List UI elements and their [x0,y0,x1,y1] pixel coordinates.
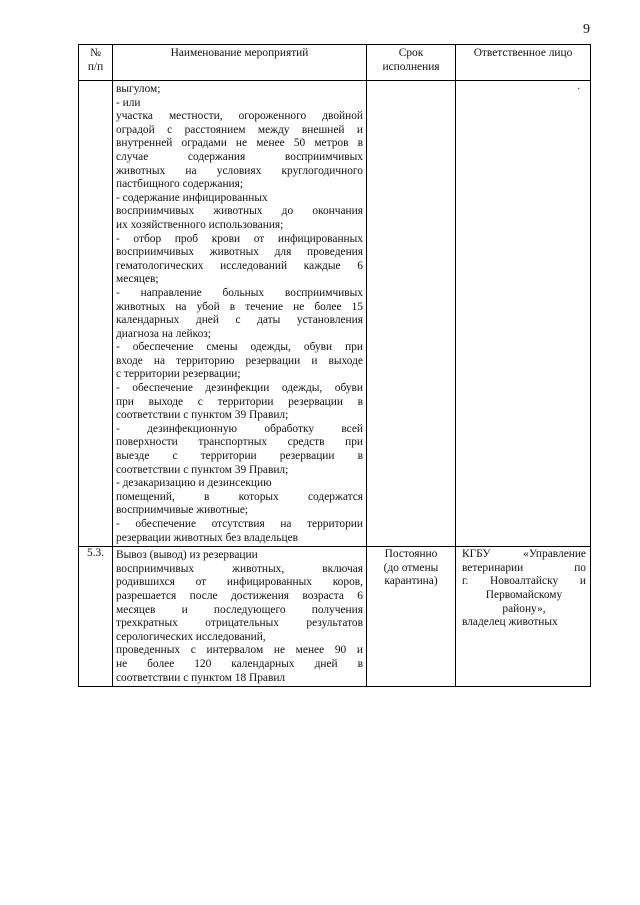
header-num [79,45,113,81]
measures-table [78,44,591,687]
responsible-line: ветеринарии по [462,561,586,574]
description-line: - отбор проб крови от инфицированных [116,232,363,245]
header-responsible [456,45,591,81]
description-line: при выходе с территории резервации в [116,395,363,408]
description-line: - дезакаризацию и дезинсекцию [116,477,272,490]
description-line: соответствии с пунктом 39 Правил; [116,463,289,476]
description-line: восприимчивых животных, включая [116,562,363,575]
description-line: животных на условиях круглогодичного [116,164,363,177]
description-line: - или [116,96,141,109]
description-line: животных на убой в течение не более 15 [116,300,363,313]
responsible-line: Первомайскому [485,588,563,601]
measure-description [113,547,367,687]
description-line: - обеспечение дезинфекции одежды, обуви [116,382,363,395]
table-header-row [79,45,591,81]
responsible-line: владелец животных [462,616,558,629]
measure-term [367,547,456,687]
header-num-line: п/п [87,60,104,73]
description-line: трехкратных отрицательных результатов [116,617,363,630]
description-line: с территории резервации; [116,368,241,381]
header-name-line: Наименование мероприятий [170,47,309,59]
description-line: помещений, в которых содержатся [116,490,363,503]
header-term-line: Срок [398,47,424,59]
responsible-line: КГБУ «Управление [462,548,586,561]
term-line: Постоянно [384,548,438,561]
header-responsible-line: Ответственное лицо [473,47,573,59]
description-line: внутренней оградами не менее 50 метров в [116,137,363,150]
measure-responsible [456,81,591,547]
description-line: - дезинфекционную обработку всей [116,422,363,435]
description-line: оградой с расстоянием между внешней и [116,123,363,136]
description-line: резервации животных без владельцев [116,531,299,544]
description-line: - содержание инфицированных [116,191,268,204]
table-row [79,547,591,687]
header-term-line: исполнения [382,60,440,73]
description-line: проведенных с интервалом не менее 90 и [116,644,363,657]
description-line: родившихся от инфицированных коров, [116,576,363,589]
description-line: выгулом; [116,83,161,95]
table-row [79,81,591,547]
description-line: поверхности транспортных средств при [116,436,363,449]
description-line: месяцев и последующего получения [116,603,363,616]
description-line: случае содержания восприимчивых [116,150,363,163]
description-line: серологических исследований, [116,630,266,643]
stray-mark: . [577,81,580,92]
description-line: календарных дней с даты установления [116,314,363,327]
description-line: не более 120 календарных дней в [116,657,363,670]
header-num-line: № [90,47,101,59]
measure-responsible [456,547,591,687]
header-term [367,45,456,81]
description-line: соответствии с пунктом 39 Правил; [116,409,289,422]
description-line: восприимчивых животных для проведения [116,246,363,259]
page-number: 9 [583,22,590,37]
measure-term [367,81,456,547]
term-line: (до отмены [383,561,439,574]
description-line: входе на территорию резервации и выходе [116,354,363,367]
term-line: карантина) [384,575,438,588]
header-name [113,45,367,81]
description-line: Вывоз (вывод) из резервации [116,549,258,562]
row-number [79,81,113,547]
description-line: - направление больных восприимчивых [116,286,363,299]
description-line: участка местности, огороженного двойной [116,110,363,123]
responsible-line: г. Новоалтайску и [462,575,586,588]
description-line: восприимчивых животных до окончания [116,205,363,218]
description-line: соответствии с пунктом 18 Правил [116,671,286,684]
measure-description [113,81,367,547]
description-line: - обеспечение смены одежды, обуви при [116,341,363,354]
description-line: разрешается после достижения возраста 6 [116,589,363,602]
description-line: - обеспечение отсутствия на территории [116,518,363,530]
description-line: восприимчивые животные; [116,504,249,517]
description-line: их хозяйственного использования; [116,218,284,231]
description-line: диагноза на лейкоз; [116,327,211,340]
row-number: 5.3. [79,547,113,687]
description-line: пастбищного содержания; [116,178,244,191]
description-line: выезде с территории резервации в [116,450,363,463]
responsible-line: району», [502,602,546,615]
description-line: гематологических исследований каждые 6 [116,259,363,272]
description-line: месяцев; [116,273,159,286]
